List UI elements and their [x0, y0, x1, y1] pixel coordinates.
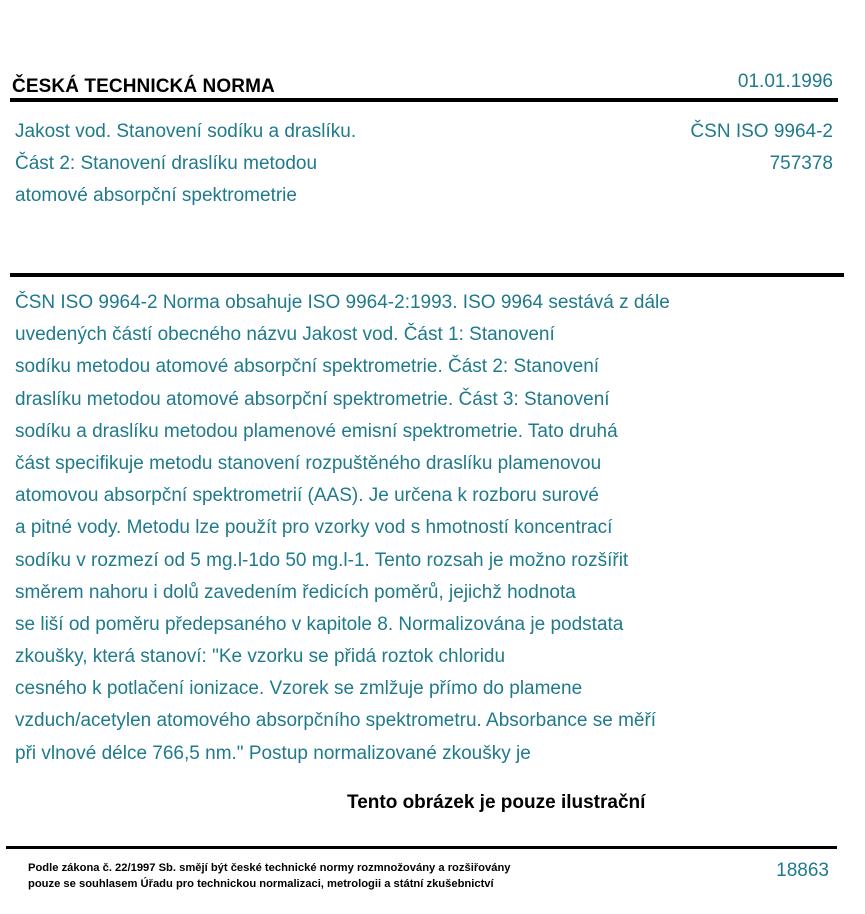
standard-code: ČSN ISO 9964-2	[690, 121, 833, 142]
legal-notice	[28, 861, 511, 892]
abstract-line: sodíku metodou atomové absorpční spektrometrie. Část 2: Stanovení	[15, 356, 600, 378]
abstract-line: se liší od poměru předepsaného v kapitole 8. Normalizována je podstata	[15, 613, 624, 635]
abstract-line: uvedených částí obecného názvu Jakost vod. Část 1: Stanovení	[15, 324, 555, 346]
abstract-line: draslíku metodou atomové absorpční spektrometrie. Část 3: Stanovení	[15, 388, 610, 410]
abstract-line: cesného k potlačení ionizace. Vzorek se zmlžuje přímo do plamene	[15, 678, 583, 700]
abstract-line: sodíku v rozmezí od 5 mg.l-1do 50 mg.l-1. Tento rozsah je možno rozšířit	[15, 549, 629, 571]
abstract-line: směrem nahoru i dolů zavedením ředicích poměrů, jejichž hodnota	[15, 581, 576, 603]
document-title-line: atomové absorpční spektrometrie	[15, 185, 297, 206]
abstract-line: zkoušky, která stanoví: "Ke vzorku se přidá roztok chloridu	[15, 646, 506, 668]
abstract-line: a pitné vody. Metodu lze použít pro vzorky vod s hmotností koncentrací	[15, 517, 613, 539]
legal-notice-line: Podle zákona č. 22/1997 Sb. smějí být české technické normy rozmnožovány a rozšiřovány	[28, 862, 511, 874]
abstract-line: při vlnové délce 766,5 nm." Postup normalizované zkoušky je	[15, 742, 531, 764]
document-title-line: Část 2: Stanovení draslíku metodou	[15, 153, 318, 174]
document-title-line: Jakost vod. Stanovení sodíku a draslíku.	[15, 121, 357, 142]
abstract-text	[15, 287, 670, 770]
standard-header-title: ČESKÁ TECHNICKÁ NORMA	[12, 76, 275, 97]
issue-date: 01.01.1996	[737, 71, 833, 92]
legal-notice-line: pouze se souhlasem Úřadu pro technickou normalizaci, metrologii a státní zkušebnictví	[28, 877, 494, 890]
abstract-line: sodíku a draslíku metodou plamenové emisní spektrometrie. Tato druhá	[15, 420, 618, 442]
section-divider	[10, 273, 844, 277]
illustration-note: Tento obrázek je pouze ilustrační	[347, 792, 646, 813]
abstract-line: atomovou absorpční spektrometrií (AAS). Je určena k rozboru surové	[15, 485, 599, 507]
abstract-line: vzduch/acetylen atomového absorpčního spektrometru. Absorbance se měří	[15, 710, 657, 732]
footer-divider	[6, 846, 837, 849]
abstract-line: ČSN ISO 9964-2 Norma obsahuje ISO 9964-2:1993. ISO 9964 sestává z dále	[15, 292, 670, 313]
header-divider	[10, 98, 838, 102]
catalog-number: 757378	[769, 153, 833, 174]
document-title	[15, 116, 356, 212]
abstract-line: část specifikuje metodu stanovení rozpuštěného draslíku plamenovou	[15, 452, 602, 474]
document-number: 18863	[776, 860, 829, 881]
document-identifiers	[690, 116, 833, 180]
